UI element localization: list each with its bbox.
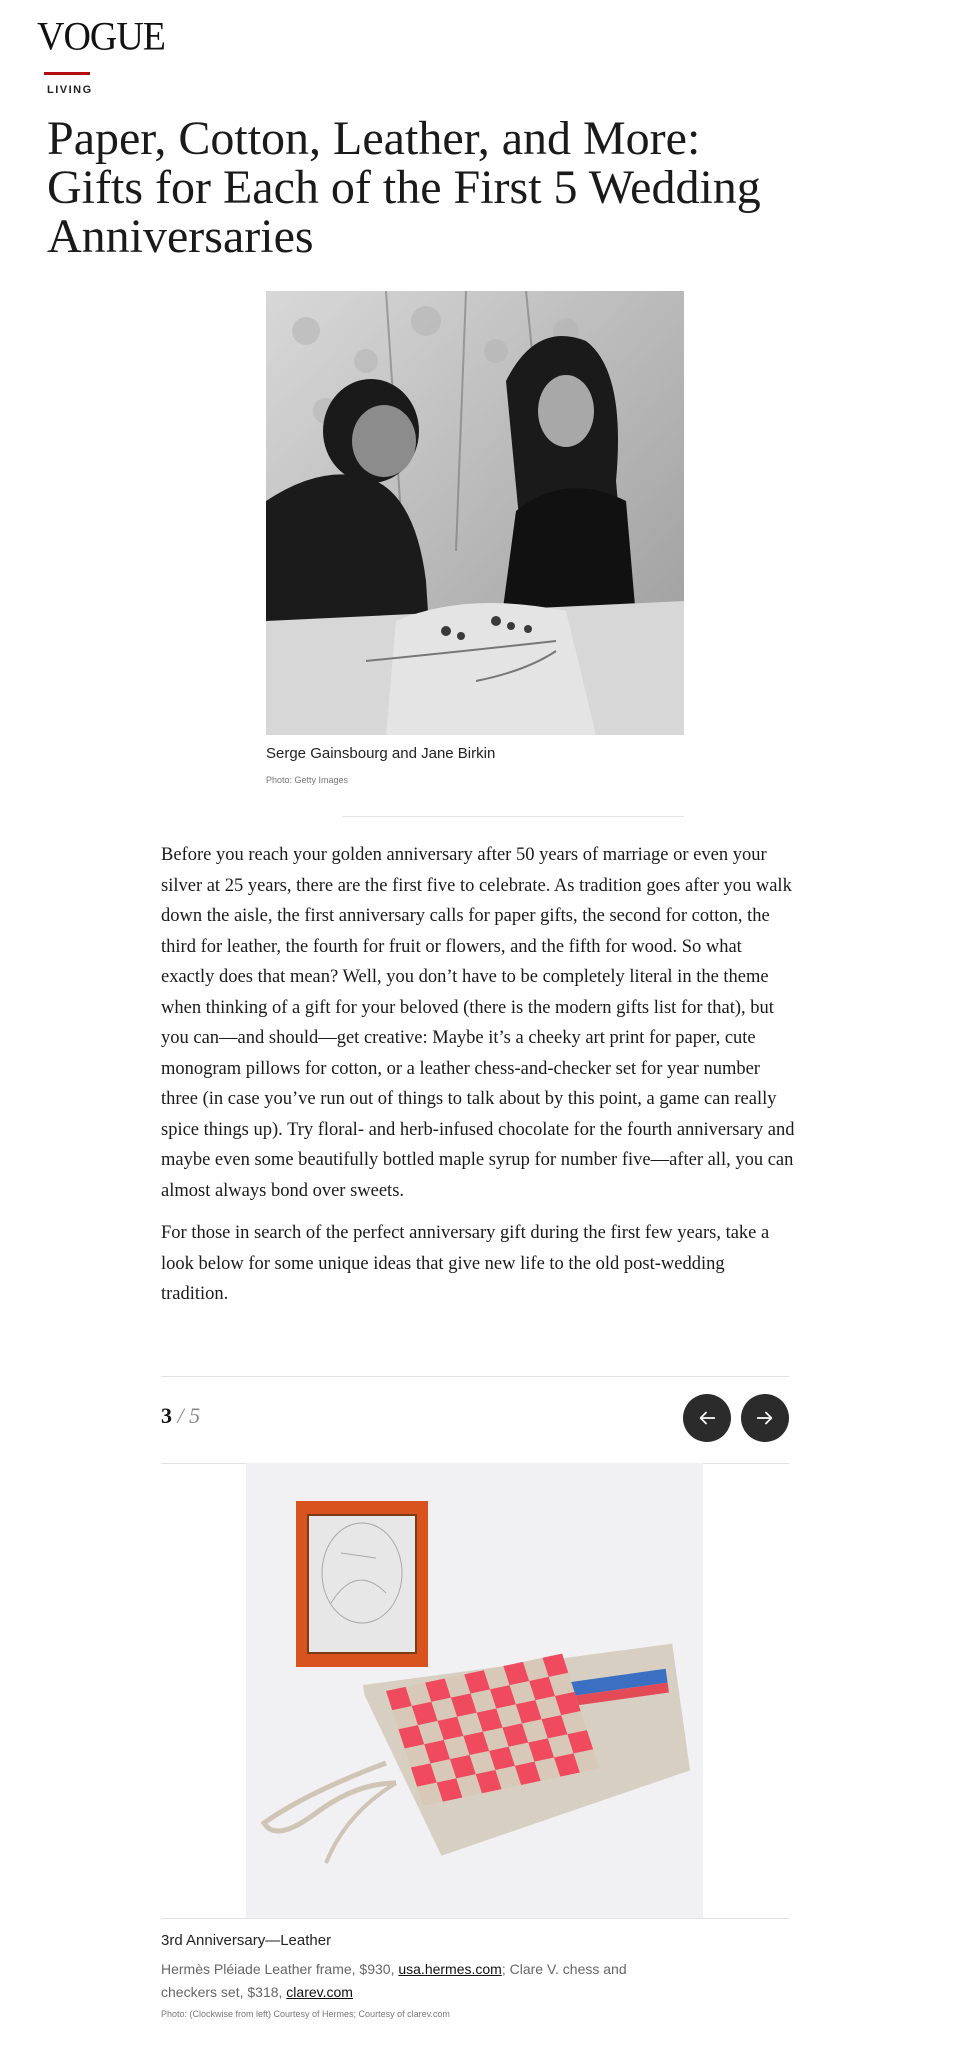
gallery-counter [161,1403,200,1429]
caption-divider [342,816,684,817]
clarev-link[interactable]: clarev.com [286,1984,353,2000]
hermes-link[interactable]: usa.hermes.com [398,1961,502,1977]
gallery-slide-image [246,1463,703,1918]
article-body [161,840,795,1322]
slide-desc-text: ; Clare V. chess and checkers set, $318, [161,1961,627,2000]
article-headline: Paper, Cotton, Leather, and More: Gifts for Each of the First 5 Wedding Anniversaries [47,112,761,263]
vogue-logo[interactable]: VOGUE [37,14,165,60]
hero-credit: Photo: Getty Images [266,775,349,785]
hero-image [266,291,684,735]
slide-title: 3rd Anniversary—Leather [161,1932,332,1949]
gallery-next-button[interactable] [741,1394,789,1442]
section-label[interactable]: LIVING [47,84,93,96]
arrow-left-icon [696,1407,718,1429]
slide-description [161,1958,681,2004]
checkers-case [264,1642,697,1864]
gallery-top-divider [161,1376,789,1377]
body-paragraph: Before you reach your golden anniversary after 50 years of marriage or even your silver at 25 years, there are the first five to celebrate. As tradition goes after you walk down the aisle, the first anniversary calls for paper gifts, the second for cotton, the third for leather, the fourth for fruit or flowers, and the fifth for wood. So what exactly does that mean? Well, you don’t have to be completely literal in the theme when thinking of a gift for your beloved (there is the modern gifts list for that), but you can—and should—get creative: Maybe it’s a cheeky art print for paper, cute monogram pillows for cotton, or a leather chess-and-checker set for year number three (in case you’ve run out of things to talk about by this point, a game can really spice things up). Try floral- and herb-infused chocolate for the fourth anniversary and maybe even some beautifully bottled maple syrup for number five—after all, you can almost always bond over sweets. [161,845,795,1201]
gallery-prev-button[interactable] [683,1394,731,1442]
gallery-current: 3 [161,1403,172,1428]
logo-accent-rule [44,72,90,75]
arrow-right-icon [754,1407,776,1429]
slide-desc-text: Hermès Pléiade Leather frame, $930, [161,1961,399,1977]
gallery-total: 5 [189,1403,201,1428]
slide-credit: Photo: (Clockwise from left) Courtesy of Hermes; Courtesy of clarev.com [161,2009,450,2019]
body-paragraph: For those in search of the perfect anniversary gift during the first few years, take a look below for some unique ideas that give new life to the old post-wedding tradition. [161,1223,770,1304]
gallery-separator: / [177,1403,184,1428]
slide-caption-divider [161,1918,789,1919]
hero-caption: Serge Gainsbourg and Jane Birkin [266,745,496,762]
